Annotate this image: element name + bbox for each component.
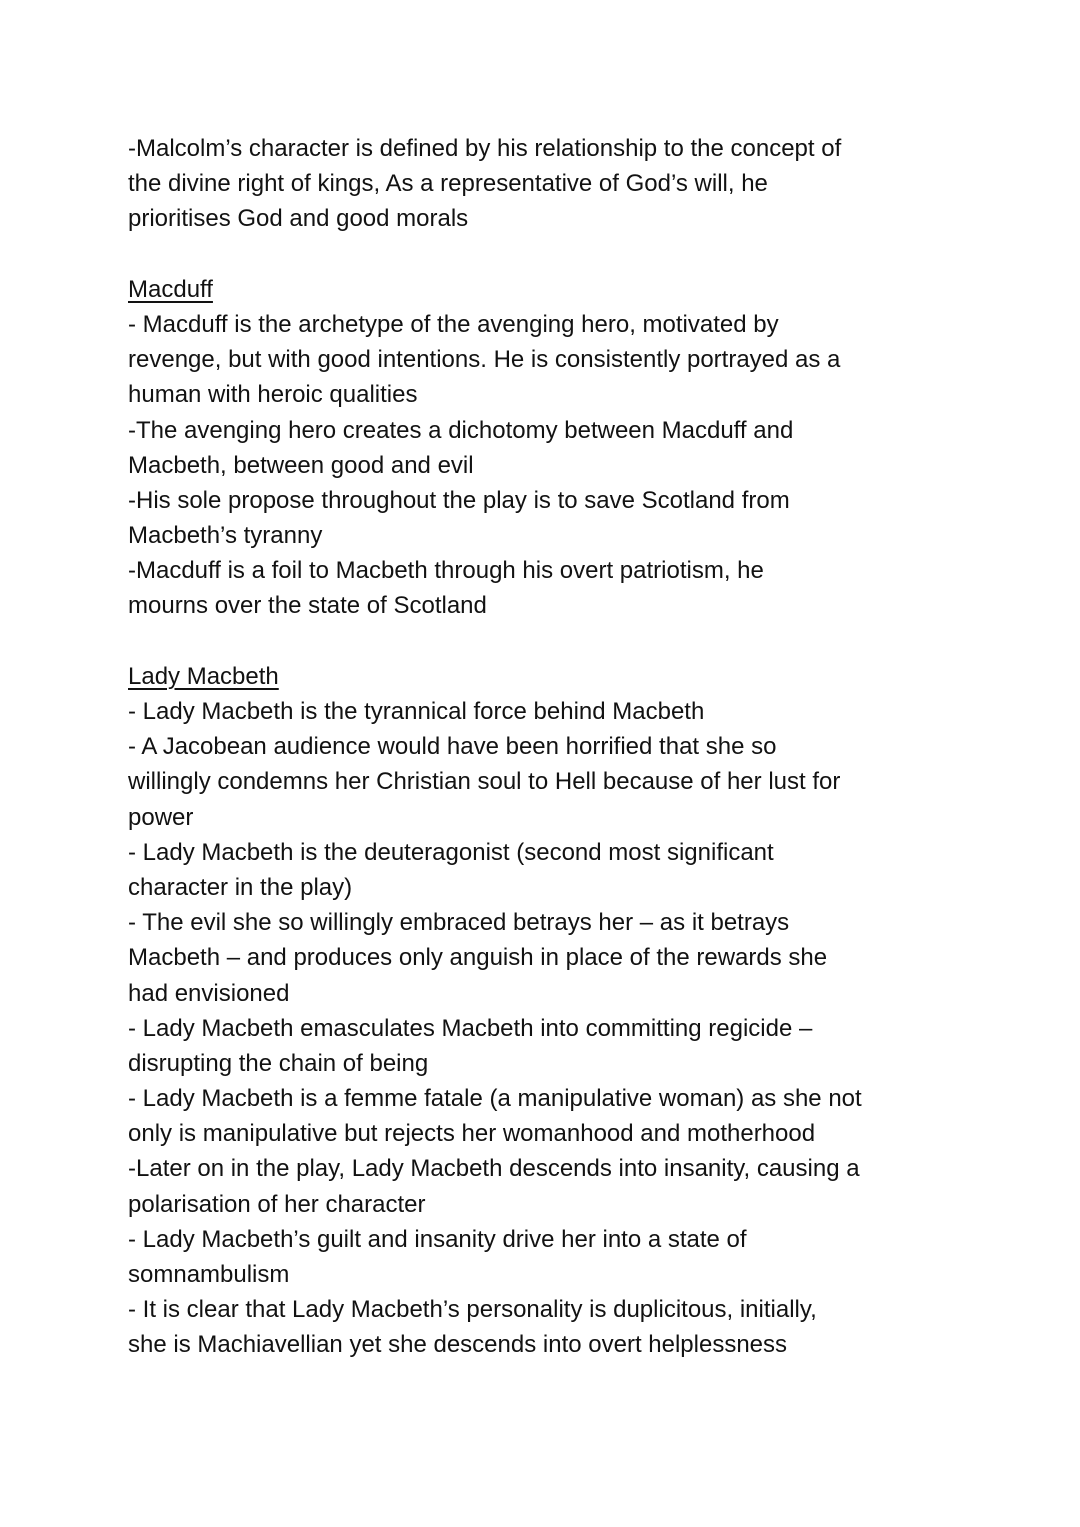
text-line: Macbeth, between good and evil (128, 451, 474, 479)
text-line: somnambulism (128, 1261, 290, 1288)
text-line: prioritises God and good morals (128, 205, 469, 233)
text-line: disrupting the chain of being (128, 1049, 429, 1077)
text-line: revenge, but with good intentions. He is consistently portrayed as a (128, 346, 841, 374)
text-line: polarisation of her character (128, 1190, 426, 1218)
text-line: human with heroic qualities (128, 381, 418, 409)
text-line: -Later on in the play, Lady Macbeth descends into insanity, causing a (128, 1155, 860, 1183)
text-line: Macbeth’s tyranny (128, 522, 323, 550)
text-line: mourns over the state of Scotland (128, 592, 487, 620)
text-line: - Lady Macbeth is the tyrannical force behind Macbeth (128, 698, 705, 725)
text-line: -Macduff is a foil to Macbeth through his overt patriotism, he (128, 557, 764, 585)
text-line: - Lady Macbeth’s guilt and insanity drive her into a state of (128, 1225, 747, 1253)
text-line: - Lady Macbeth emasculates Macbeth into committing regicide – (128, 1014, 813, 1042)
text-line: -His sole propose throughout the play is to save Scotland from (128, 486, 790, 514)
text-line: - Lady Macbeth is the deuteragonist (second most significant (128, 838, 774, 866)
text-line: character in the play) (128, 873, 353, 901)
text-line: - The evil she so willingly embraced betrays her – as it betrays (128, 909, 790, 937)
text-line: willingly condemns her Christian soul to Hell because of her lust for (128, 768, 841, 796)
blank-line (128, 237, 1020, 272)
blank-line (128, 624, 1020, 659)
text-line: - Lady Macbeth is a femme fatale (a manipulative woman) as she not (128, 1085, 862, 1113)
text-line: - It is clear that Lady Macbeth’s personality is duplicitous, initially, (128, 1296, 817, 1324)
text-line: she is Machiavellian yet she descends into overt helplessness (128, 1331, 788, 1359)
document-content (128, 131, 1020, 1363)
text-line: -Malcolm’s character is defined by his relationship to the concept of (128, 135, 842, 162)
section-heading: Macduff (128, 275, 213, 303)
text-line: only is manipulative but rejects her womanhood and motherhood (128, 1120, 816, 1148)
section-heading: Lady Macbeth (128, 662, 279, 690)
text-line: - Macduff is the archetype of the avenging hero, motivated by (128, 310, 779, 338)
text-line: Macbeth – and produces only anguish in place of the rewards she (128, 944, 828, 972)
text-line: the divine right of kings, As a representative of God’s will, he (128, 170, 768, 198)
text-line: - A Jacobean audience would have been horrified that she so (128, 733, 777, 761)
text-line: -The avenging hero creates a dichotomy between Macduff and (128, 416, 794, 444)
text-line: power (128, 803, 194, 831)
text-line: had envisioned (128, 979, 290, 1007)
